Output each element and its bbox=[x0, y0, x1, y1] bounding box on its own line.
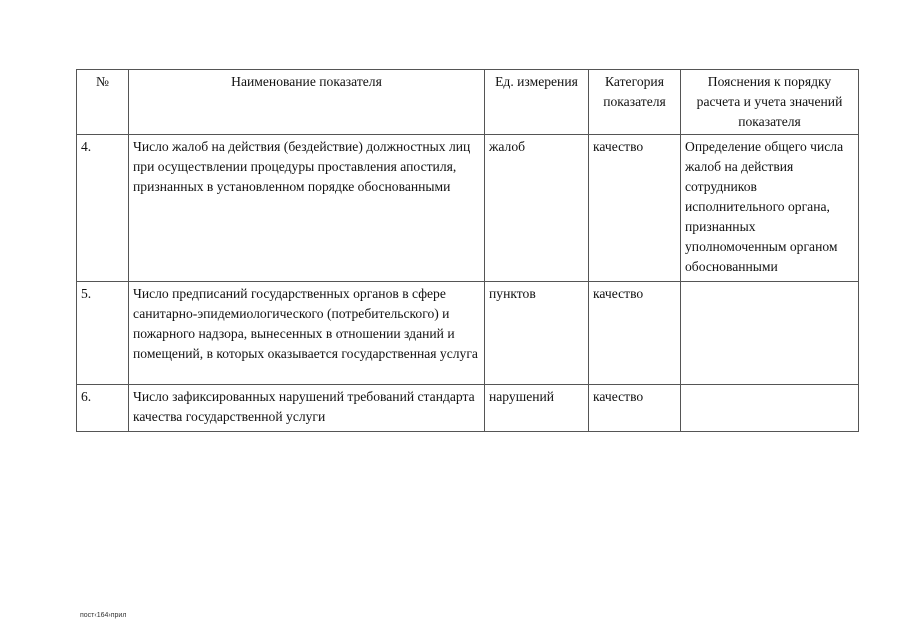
row-category: качество bbox=[589, 282, 681, 385]
row-unit: пунктов bbox=[485, 282, 589, 385]
row-notes: Определение общего числа жалоб на действия сотрудников исполнительного органа, признанных уполномоченным органом обоснованными bbox=[681, 135, 859, 282]
row-notes bbox=[681, 282, 859, 385]
row-unit: жалоб bbox=[485, 135, 589, 282]
row-num: 6. bbox=[77, 385, 129, 432]
header-notes: Пояснения к порядку расчета и учета значений показателя bbox=[681, 70, 859, 135]
table-row bbox=[77, 385, 859, 432]
row-notes bbox=[681, 385, 859, 432]
row-name: Число зафиксированных нарушений требований стандарта качества государственной услуги bbox=[129, 385, 485, 432]
table-row bbox=[77, 135, 859, 282]
row-name: Число предписаний государственных органов в сфере санитарно-эпидемиологического (потребительского) и пожарного надзора, вынесенных в отношении зданий и помещений, в которых оказывается государственная услуга bbox=[129, 282, 485, 385]
header-category: Категория показателя bbox=[589, 70, 681, 135]
row-num: 4. bbox=[77, 135, 129, 282]
table-row bbox=[77, 282, 859, 385]
header-num: № bbox=[77, 70, 129, 135]
row-category: качество bbox=[589, 385, 681, 432]
header-name: Наименование показателя bbox=[129, 70, 485, 135]
row-category: качество bbox=[589, 135, 681, 282]
row-num: 5. bbox=[77, 282, 129, 385]
header-unit: Ед. измерения bbox=[485, 70, 589, 135]
indicators-table bbox=[76, 69, 859, 432]
row-name: Число жалоб на действия (бездействие) должностных лиц при осуществлении процедуры проставления апостиля, признанных в установленном порядке обоснованными bbox=[129, 135, 485, 282]
table-header-row bbox=[77, 70, 859, 135]
row-unit: нарушений bbox=[485, 385, 589, 432]
footer-note: пост‹164›прил bbox=[80, 612, 127, 619]
